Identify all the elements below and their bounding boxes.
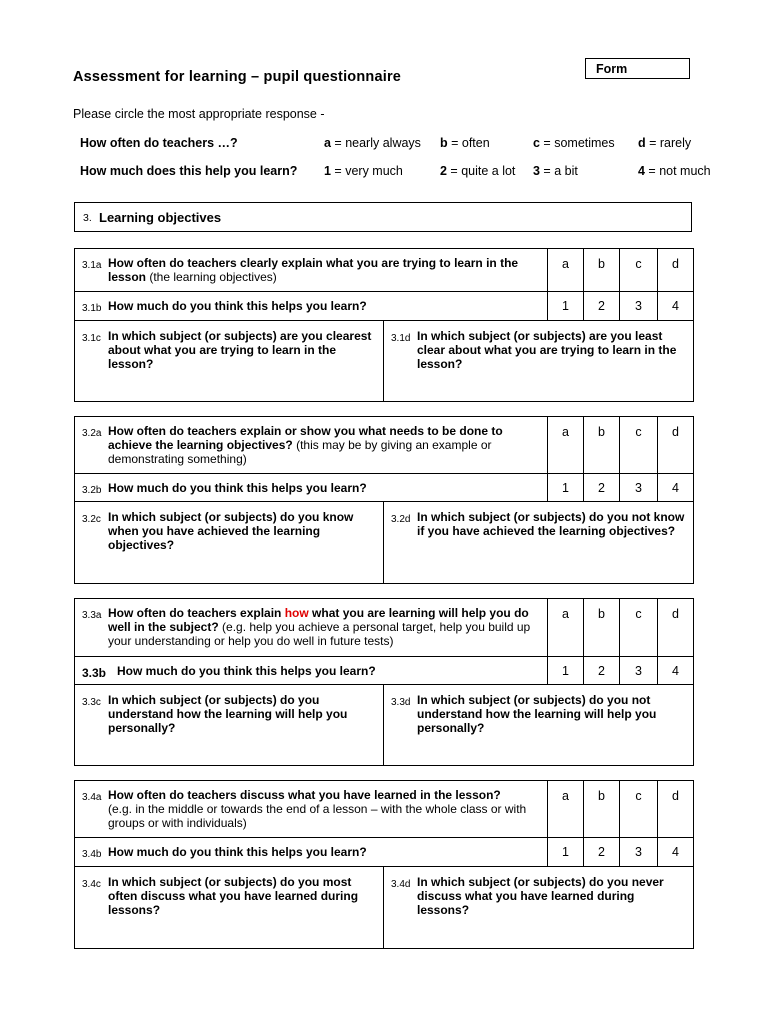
question-3-4c[interactable]: 3.4c In which subject (or subjects) do you most often discuss what you have learned during lessons? bbox=[82, 875, 359, 917]
scale2-2: 2 = quite a lot bbox=[440, 164, 516, 178]
question-3-1d[interactable]: 3.1d In which subject (or subjects) are you least clear about what you are trying to learn in the lesson? bbox=[391, 329, 677, 371]
answer-a[interactable]: a bbox=[548, 599, 584, 657]
answer-2[interactable]: 2 bbox=[584, 838, 620, 867]
answer-4[interactable]: 4 bbox=[658, 657, 694, 685]
answer-3[interactable]: 3 bbox=[620, 657, 658, 685]
answer-d[interactable]: d bbox=[658, 249, 694, 292]
question-block-3-1 bbox=[74, 248, 694, 402]
answer-b[interactable]: b bbox=[584, 417, 620, 474]
answer-4[interactable]: 4 bbox=[658, 838, 694, 867]
answer-c[interactable]: c bbox=[620, 249, 658, 292]
answer-c[interactable]: c bbox=[620, 417, 658, 474]
answer-3[interactable]: 3 bbox=[620, 292, 658, 321]
answer-1[interactable]: 1 bbox=[548, 292, 584, 321]
scale1-d: d = rarely bbox=[638, 136, 692, 150]
question-block-3-3 bbox=[74, 598, 694, 766]
page-title: Assessment for learning – pupil questionnaire bbox=[73, 69, 402, 85]
instruction-text: Please circle the most appropriate response - bbox=[73, 107, 325, 121]
emphasis-how: how bbox=[284, 606, 309, 620]
question-3-2a: 3.2a How often do teachers explain or show you what needs to be done to achieve the learning objectives? (this may be by giving an example or demonstrating something) bbox=[82, 424, 503, 466]
answer-4[interactable]: 4 bbox=[658, 474, 694, 502]
question-3-2b: 3.2b How much do you think this helps you learn? bbox=[82, 480, 367, 496]
question-3-3c[interactable]: 3.3c In which subject (or subjects) do you understand how the learning will help you personally? bbox=[82, 693, 348, 735]
scale2-1: 1 = very much bbox=[324, 164, 403, 178]
question-3-2d[interactable]: 3.2d In which subject (or subjects) do you not know if you have achieved the learning objectives? bbox=[391, 510, 685, 538]
answer-3[interactable]: 3 bbox=[620, 474, 658, 502]
answer-1[interactable]: 1 bbox=[548, 657, 584, 685]
answer-d[interactable]: d bbox=[658, 781, 694, 838]
question-3-1a: 3.1a How often do teachers clearly explain what you are trying to learn in the lesson (the learning objectives) bbox=[82, 256, 519, 284]
question-3-4d[interactable]: 3.4d In which subject (or subjects) do you never discuss what you have learned during lessons? bbox=[391, 875, 664, 917]
question-3-2c[interactable]: 3.2c In which subject (or subjects) do you know when you have achieved the learning objectives? bbox=[82, 510, 354, 552]
scale1-question: How often do teachers …? bbox=[80, 136, 238, 150]
answer-d[interactable]: d bbox=[658, 599, 694, 657]
answer-2[interactable]: 2 bbox=[584, 474, 620, 502]
answer-a[interactable]: a bbox=[548, 249, 584, 292]
section-number: 3. bbox=[83, 212, 92, 224]
question-3-3a: 3.3a How often do teachers explain how what you are learning will help you do well in the subject? (e.g. help you achieve a personal target, help you build up your understanding or help you do well in future tests) bbox=[82, 606, 531, 648]
question-3-4b: 3.4b How much do you think this helps you learn? bbox=[82, 845, 367, 860]
question-block-3-2 bbox=[74, 416, 694, 584]
section-header bbox=[74, 202, 692, 232]
scale2-4: 4 = not much bbox=[638, 164, 711, 178]
question-3-1b: 3.1b How much do you think this helps you learn? bbox=[82, 299, 367, 314]
answer-1[interactable]: 1 bbox=[548, 838, 584, 867]
section-label: Learning objectives bbox=[99, 210, 222, 225]
question-3-1c[interactable]: 3.1c In which subject (or subjects) are you clearest about what you are trying to learn in the lesson? bbox=[82, 329, 372, 371]
question-3-3d[interactable]: 3.3d In which subject (or subjects) do you not understand how the learning will help you personally? bbox=[391, 693, 657, 735]
answer-a[interactable]: a bbox=[548, 781, 584, 838]
scale1-c: c = sometimes bbox=[533, 136, 615, 150]
answer-d[interactable]: d bbox=[658, 417, 694, 474]
question-block-3-4 bbox=[74, 780, 694, 949]
answer-b[interactable]: b bbox=[584, 249, 620, 292]
answer-c[interactable]: c bbox=[620, 599, 658, 657]
answer-b[interactable]: b bbox=[584, 781, 620, 838]
scale1-a: a = nearly always bbox=[324, 136, 421, 150]
answer-b[interactable]: b bbox=[584, 599, 620, 657]
answer-a[interactable]: a bbox=[548, 417, 584, 474]
form-field[interactable]: Form bbox=[585, 58, 690, 79]
scale2-question: How much does this help you learn? bbox=[80, 164, 298, 178]
answer-1[interactable]: 1 bbox=[548, 474, 584, 502]
answer-2[interactable]: 2 bbox=[584, 657, 620, 685]
scale2-3: 3 = a bit bbox=[533, 164, 578, 178]
scale1-b: b = often bbox=[440, 136, 490, 150]
answer-3[interactable]: 3 bbox=[620, 838, 658, 867]
question-3-4a: 3.4a How often do teachers discuss what you have learned in the lesson? (e.g. in the middle or towards the end of a lesson – with the whole class or with groups or with individuals) bbox=[82, 788, 527, 830]
answer-4[interactable]: 4 bbox=[658, 292, 694, 321]
answer-c[interactable]: c bbox=[620, 781, 658, 838]
answer-2[interactable]: 2 bbox=[584, 292, 620, 321]
question-3-3b: 3.3b How much do you think this helps you learn? bbox=[82, 663, 376, 680]
